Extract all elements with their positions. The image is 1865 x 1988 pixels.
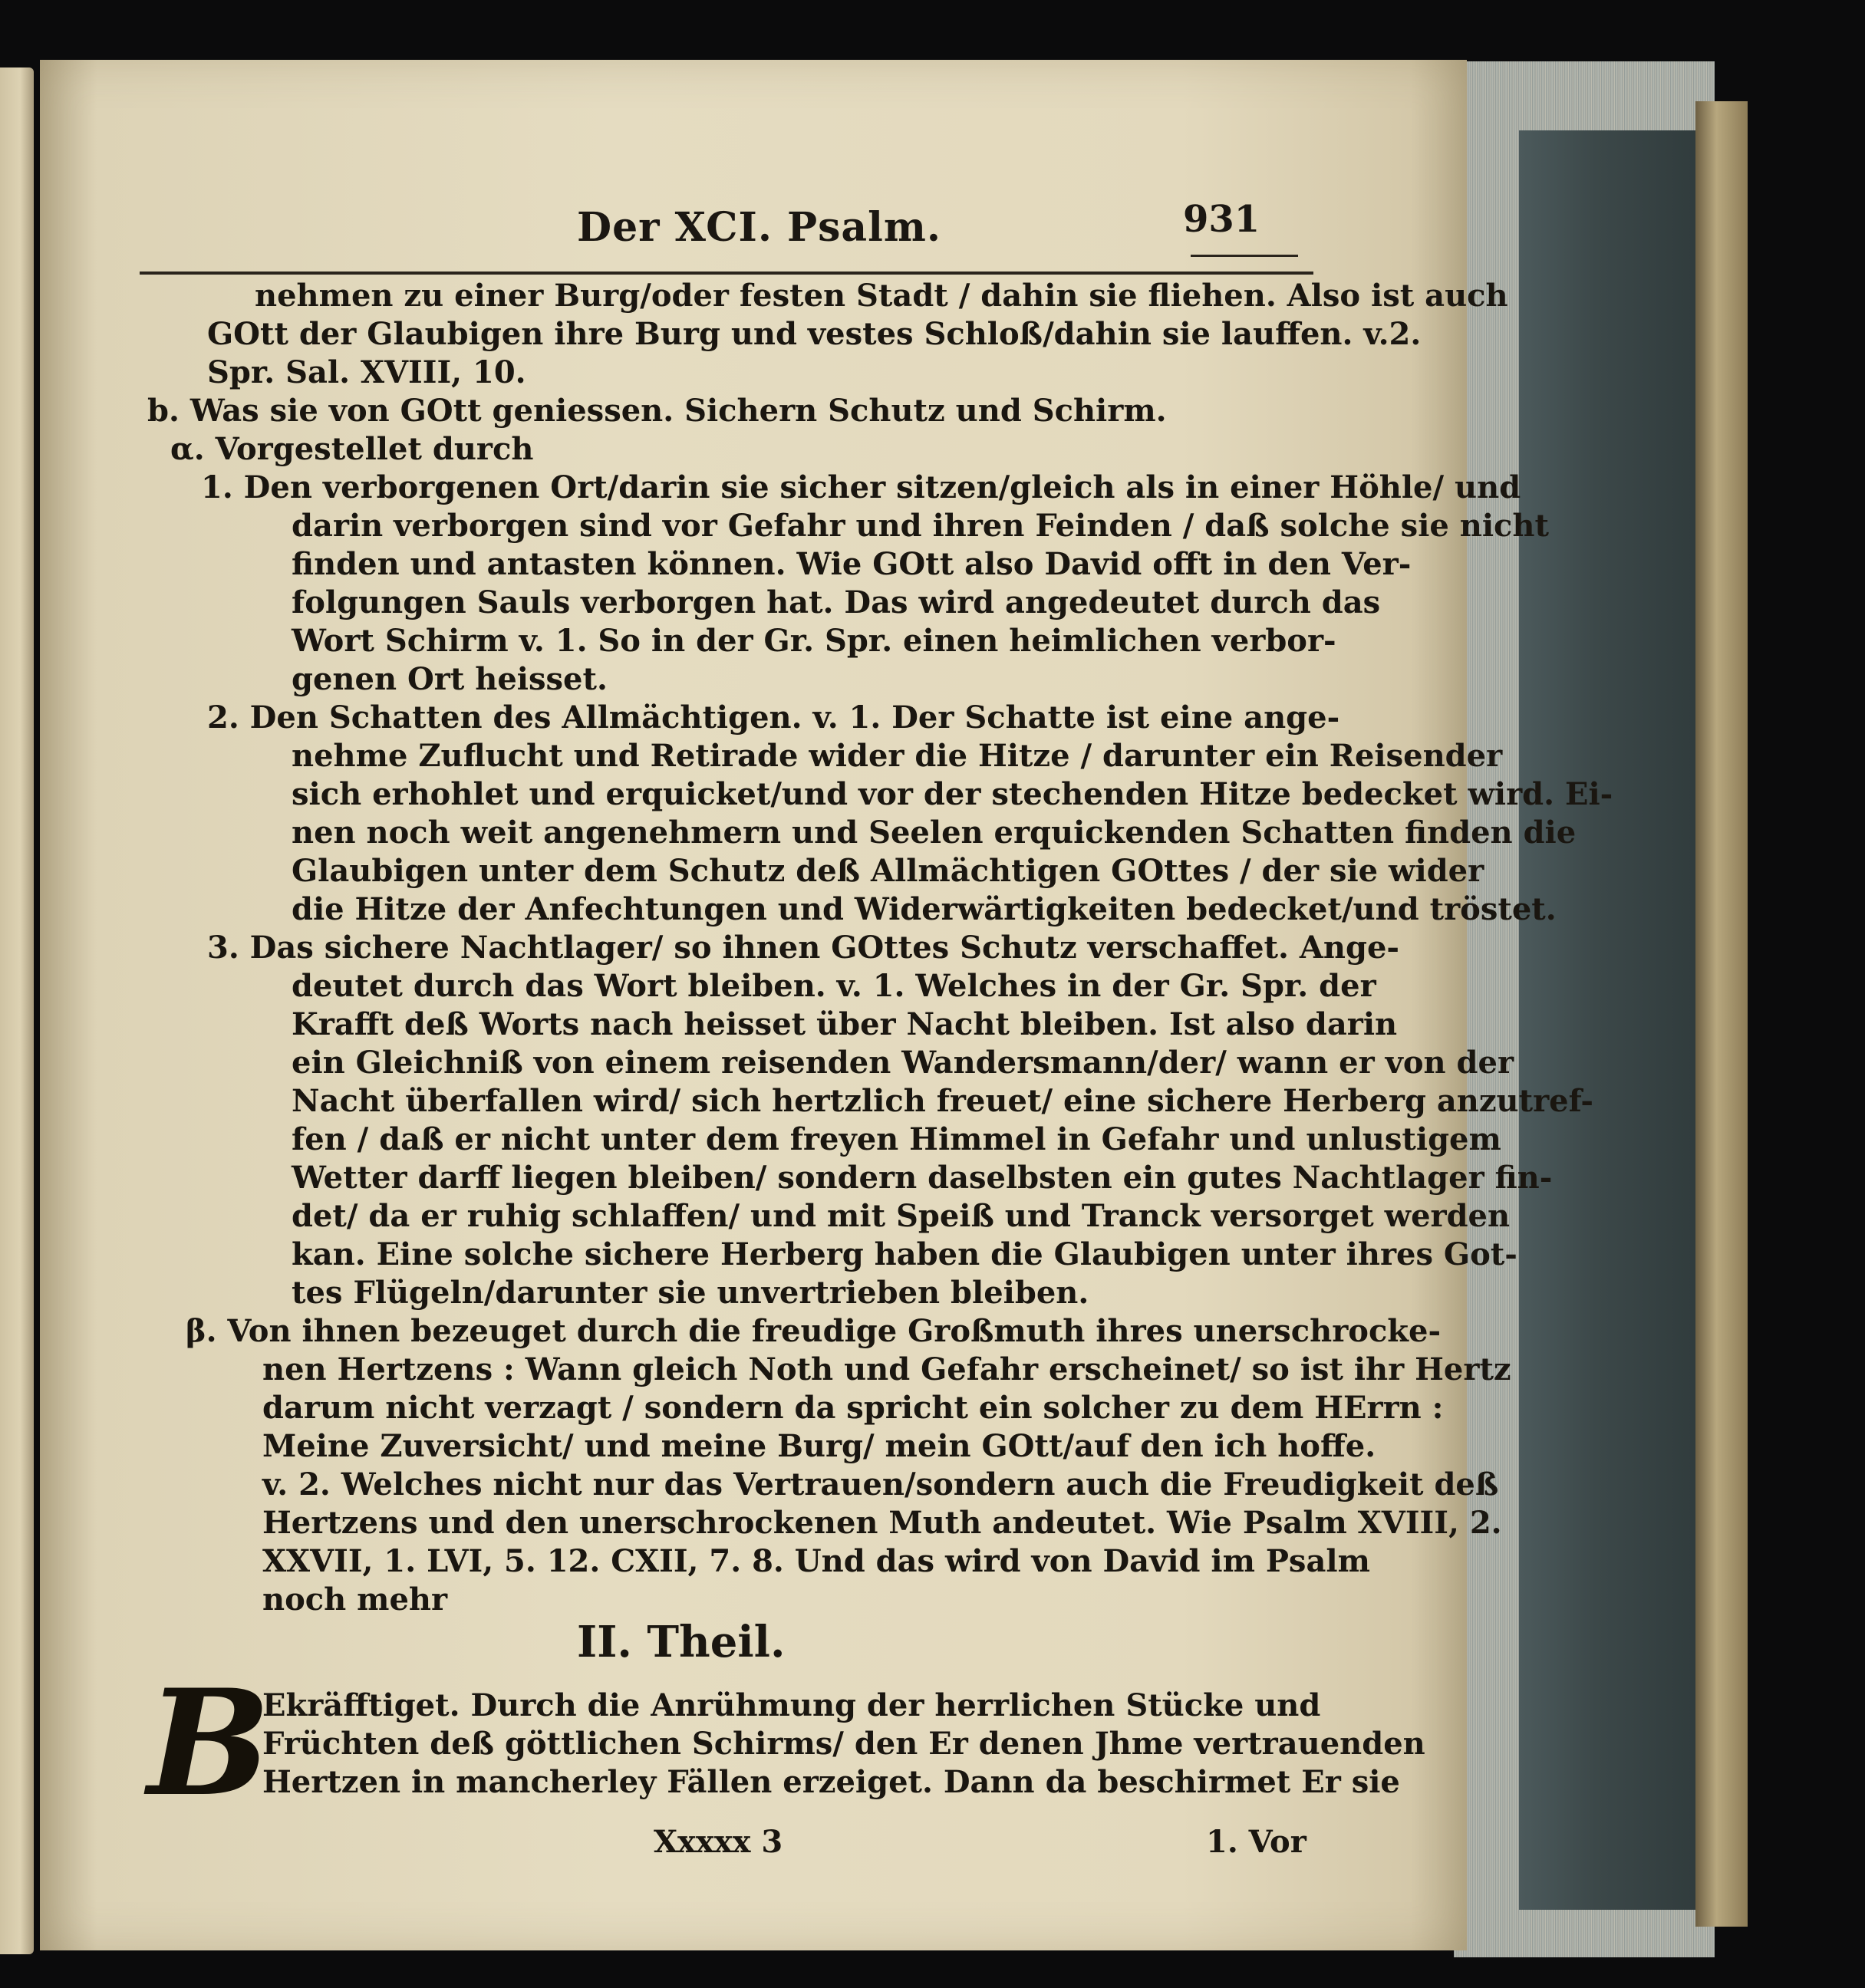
text-line: folgungen Sauls verborgen hat. Das wird angedeutet durch das xyxy=(292,584,1381,620)
book-cover-edge xyxy=(1695,101,1748,1927)
text-line: Früchten deß göttlichen Schirms/ den Er denen Jhme vertrauenden xyxy=(262,1726,1425,1762)
text-line: noch mehr xyxy=(262,1582,448,1618)
signature-mark: Xxxxx 3 xyxy=(654,1824,783,1860)
text-line: fen / daß er nicht unter dem freyen Himmel in Gefahr und unlustigem xyxy=(292,1121,1501,1157)
text-line: nehme Zuflucht und Retirade wider die Hitze / darunter ein Reisender xyxy=(292,738,1503,774)
text-line: genen Ort heisset. xyxy=(292,661,608,697)
book-page xyxy=(40,60,1613,1950)
text-line: Wort Schirm v. 1. So in der Gr. Spr. einen heimlichen verbor- xyxy=(292,623,1336,659)
text-line: Spr. Sal. XVIII, 10. xyxy=(207,354,526,390)
text-line: finden und antasten können. Wie GOtt also David offt in den Ver- xyxy=(292,546,1412,582)
head-rule-short xyxy=(1191,255,1298,257)
text-line: α. Vorgestellet durch xyxy=(170,431,534,467)
text-line: 3. Das sichere Nachtlager/ so ihnen GOttes Schutz verschaffet. Ange- xyxy=(207,930,1400,966)
text-line: XXVII, 1. LVI, 5. 12. CXII, 7. 8. Und das wird von David im Psalm xyxy=(262,1543,1370,1579)
text-line: β. Von ihnen bezeuget durch die freudige Großmuth ihres unerschrocke- xyxy=(186,1313,1442,1349)
text-line: nen noch weit angenehmern und Seelen erquickenden Schatten finden die xyxy=(292,815,1577,851)
text-line: v. 2. Welches nicht nur das Vertrauen/sondern auch die Freudigkeit deß xyxy=(262,1466,1499,1503)
running-head-title: Der XCI. Psalm. xyxy=(577,204,941,251)
facing-page-edge xyxy=(0,67,34,1954)
text-line: Krafft deß Worts nach heisset über Nacht bleiben. Ist also darin xyxy=(292,1006,1398,1042)
text-line: Wetter darff liegen bleiben/ sondern daselbsten ein gutes Nachtlager fin- xyxy=(292,1160,1553,1196)
head-rule xyxy=(140,272,1313,275)
text-line: Glaubigen unter dem Schutz deß Allmächtigen GOttes / der sie wider xyxy=(292,853,1484,889)
page-number: 931 xyxy=(1183,198,1260,241)
text-line: Nacht überfallen wird/ sich hertzlich freuet/ eine sichere Herberg anzutref- xyxy=(292,1083,1594,1119)
text-line: die Hitze der Anfechtungen und Widerwärtigkeiten bedecket/und tröstet. xyxy=(292,891,1557,927)
text-line: darin verborgen sind vor Gefahr und ihren Feinden / daß solche sie nicht xyxy=(292,508,1549,544)
text-line: ein Gleichniß von einem reisenden Wandersmann/der/ wann er von der xyxy=(292,1045,1514,1081)
text-line: Hertzens und den unerschrockenen Muth andeutet. Wie Psalm XVIII, 2. xyxy=(262,1505,1502,1541)
text-line: nehmen zu einer Burg/oder festen Stadt / dahin sie fliehen. Also ist auch xyxy=(255,278,1508,314)
page-block-shadow xyxy=(1519,130,1711,1910)
running-head xyxy=(40,198,1467,251)
text-line: deutet durch das Wort bleiben. v. 1. Welches in der Gr. Spr. der xyxy=(292,968,1376,1004)
text-line: tes Flügeln/darunter sie unvertrieben bleiben. xyxy=(292,1275,1089,1311)
section-heading: II. Theil. xyxy=(577,1617,786,1667)
catchword: 1. Vor xyxy=(1206,1824,1306,1860)
text-line: 1. Den verborgenen Ort/darin sie sicher sitzen/gleich als in einer Höhle/ und xyxy=(201,469,1521,505)
drop-cap: B xyxy=(147,1657,271,1828)
text-line: Ekräfftiget. Durch die Anrühmung der herrlichen Stücke und xyxy=(262,1687,1321,1723)
text-line: Hertzen in mancherley Fällen erzeiget. Dann da beschirmet Er sie xyxy=(262,1764,1400,1800)
text-line: nen Hertzens : Wann gleich Noth und Gefahr erscheinet/ so ist ihr Hertz xyxy=(262,1351,1511,1387)
text-line: det/ da er ruhig schlaffen/ und mit Speiß und Tranck versorget werden xyxy=(292,1198,1511,1234)
text-line: kan. Eine solche sichere Herberg haben die Glaubigen unter ihres Got- xyxy=(292,1236,1517,1272)
text-line: sich erhohlet und erquicket/und vor der stechenden Hitze bedecket wird. Ei- xyxy=(292,776,1613,812)
text-line: darum nicht verzagt / sondern da spricht ein solcher zu dem HErrn : xyxy=(262,1390,1444,1426)
text-line: 2. Den Schatten des Allmächtigen. v. 1. Der Schatte ist eine ange- xyxy=(207,699,1340,736)
text-line: GOtt der Glaubigen ihre Burg und vestes Schloß/dahin sie lauffen. v.2. xyxy=(207,316,1422,352)
text-line: b. Was sie von GOtt geniessen. Sichern Schutz und Schirm. xyxy=(147,393,1167,429)
text-line: Meine Zuversicht/ und meine Burg/ mein GOtt/auf den ich hoffe. xyxy=(262,1428,1376,1464)
